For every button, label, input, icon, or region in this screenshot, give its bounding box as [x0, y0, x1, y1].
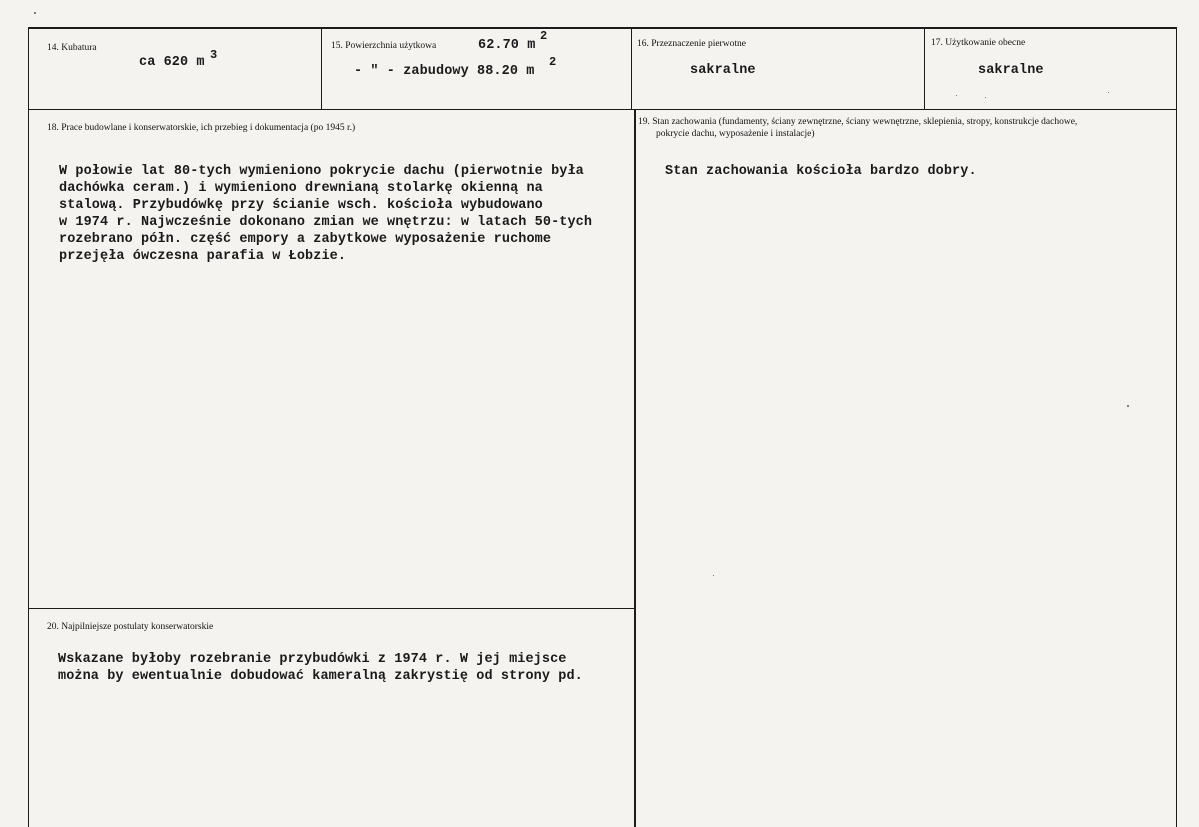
row-divider-18-20: [28, 608, 635, 609]
field-15-label: 15. Powierzchnia użytkowa: [331, 41, 437, 51]
field-19-value: Stan zachowania kościoła bardzo dobry.: [665, 164, 977, 179]
field-17-label: 17. Użytkowanie obecne: [931, 38, 1026, 48]
field-16-value: sakralne: [690, 63, 756, 78]
field-18-line: rozebrano półn. część empory a zabytkowe wyposażenie ruchome: [59, 232, 552, 247]
field-18-label: 18. Prace budowlane i konserwatorskie, ich przebieg i dokumentacja (po 1945 r.): [47, 123, 356, 133]
field-20-line: Wskazane byłoby rozebranie przybudówki z 1974 r. W jej miejsce: [58, 652, 567, 667]
top-rule: [28, 27, 1177, 29]
field-20-label: 20. Najpilniejsze postulaty konserwatorskie: [47, 622, 214, 632]
scan-speck: [985, 97, 986, 98]
center-divider: [634, 109, 636, 827]
field-15-usable-superscript: 2: [540, 29, 548, 43]
divider-16-17: [924, 28, 925, 110]
field-20-text: [58, 651, 583, 685]
field-15-built-value: - " - zabudowy 88.20 m: [354, 64, 535, 79]
right-border: [1176, 27, 1177, 827]
field-15-built-superscript: 2: [549, 55, 557, 69]
left-border: [28, 27, 29, 827]
field-17-value: sakralne: [978, 63, 1044, 78]
field-14-label: 14. Kubatura: [47, 43, 97, 53]
divider-14-15: [321, 28, 322, 110]
field-19-label-continued: pokrycie dachu, wyposażenie i instalacje): [656, 129, 815, 139]
row-divider-top: [28, 109, 1177, 110]
field-20-line: można by ewentualnie dobudować kameralną zakrystię od strony pd.: [58, 669, 583, 684]
field-14-superscript: 3: [210, 48, 218, 62]
field-16-label: 16. Przeznaczenie pierwotne: [637, 39, 746, 49]
scan-speck: [1127, 405, 1129, 407]
field-14-value: ca 620 m: [139, 55, 205, 70]
field-18-line: dachówka ceram.) i wymieniono drewnianą stolarkę okienną na: [59, 181, 543, 196]
field-18-line: W połowie lat 80-tych wymieniono pokrycie dachu (pierwotnie była: [59, 164, 584, 179]
divider-15-16: [631, 28, 632, 110]
field-18-line: w 1974 r. Najwcześnie dokonano zmian we wnętrzu: w latach 50-tych: [59, 215, 593, 230]
scan-speck: [956, 95, 957, 96]
scan-speck: [34, 12, 36, 14]
scan-speck: [1108, 92, 1109, 93]
scan-speck: [713, 575, 714, 576]
field-18-line: przejęła ówczesna parafia w Łobzie.: [59, 249, 347, 264]
field-15-usable-value: 62.70 m: [478, 38, 536, 53]
field-19-label: 19. Stan zachowania (fundamenty, ściany zewnętrzne, ściany wewnętrzne, sklepienia, stropy, konstrukcje dachowe,: [638, 117, 1078, 127]
field-18-text: [59, 163, 592, 265]
field-18-line: stalową. Przybudówkę przy ścianie wsch. kościoła wybudowano: [59, 198, 543, 213]
